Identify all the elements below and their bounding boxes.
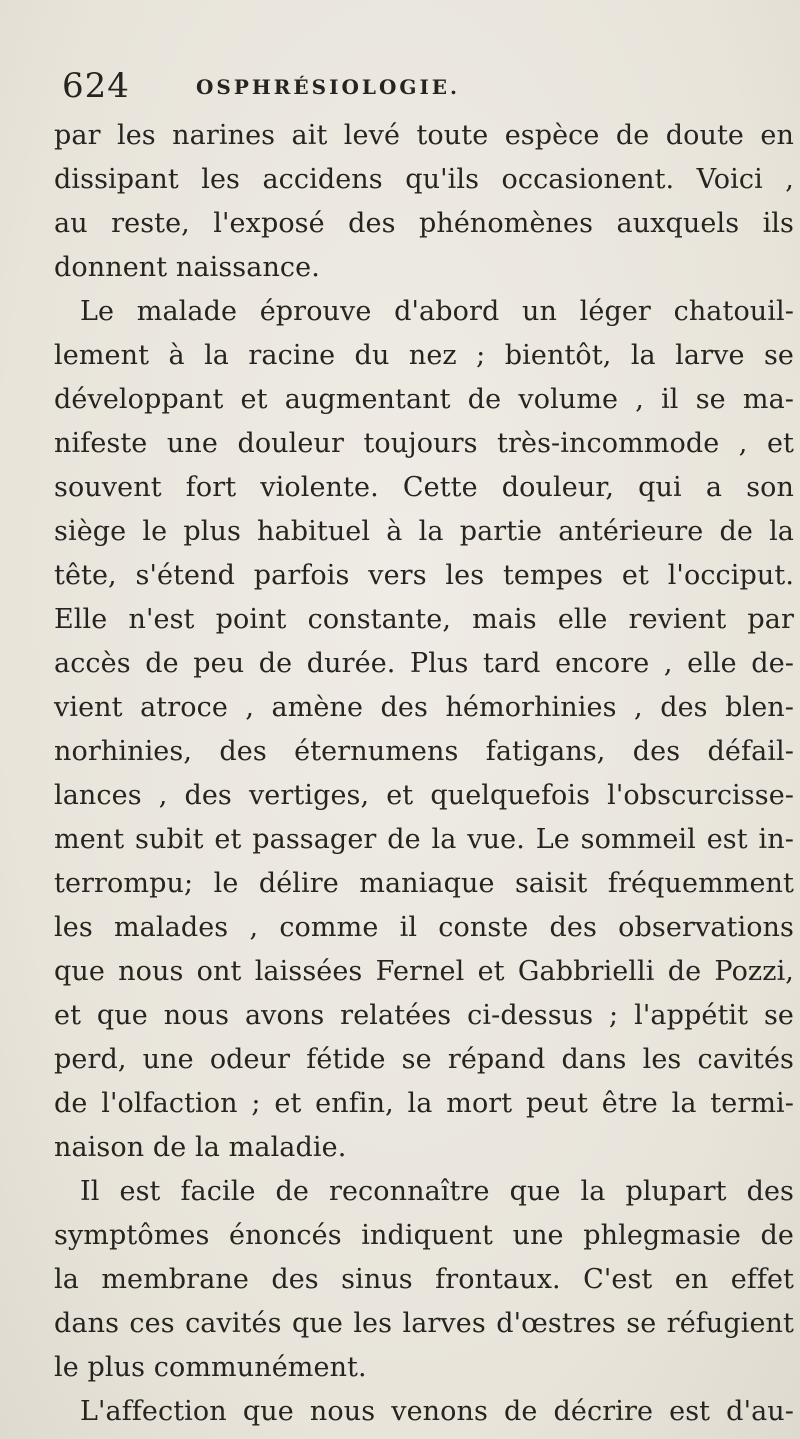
page-header bbox=[62, 66, 782, 112]
text-line: donnent naissance. bbox=[54, 252, 320, 283]
text-line: par les narines ait levé toute espèce de doute en bbox=[54, 120, 794, 151]
text-line: la membrane des sinus frontaux. C'est en effet bbox=[54, 1264, 794, 1295]
text-line: tête, s'étend parfois vers les tempes et l'occiput. bbox=[54, 560, 794, 591]
text-line: lement à la racine du nez ; bientôt, la larve se bbox=[54, 340, 794, 371]
text-line: L'affection que nous venons de décrire est d'au- bbox=[80, 1396, 794, 1427]
text-line: lances , des vertiges, et quelquefois l'obscurcisse- bbox=[54, 780, 794, 811]
text-line: siège le plus habituel à la partie antérieure de la bbox=[54, 516, 794, 547]
text-line: développant et augmentant de volume , il se ma- bbox=[54, 384, 794, 415]
text-line: naison de la maladie. bbox=[54, 1132, 347, 1163]
text-line: Il est facile de reconnaître que la plupart des bbox=[80, 1176, 794, 1207]
text-line: terrompu; le délire maniaque saisit fréquemment bbox=[54, 868, 794, 899]
text-line: Le malade éprouve d'abord un léger chatouil- bbox=[80, 296, 794, 327]
text-line: que nous ont laissées Fernel et Gabbrielli de Pozzi, bbox=[54, 956, 794, 987]
text-line: dans ces cavités que les larves d'œstres se réfugient bbox=[54, 1308, 794, 1339]
text-line: ment subit et passager de la vue. Le sommeil est in- bbox=[54, 824, 794, 855]
text-line: de l'olfaction ; et enfin, la mort peut être la termi- bbox=[54, 1088, 794, 1119]
text-line: norhinies, des éternumens fatigans, des défail- bbox=[54, 736, 794, 767]
text-line: et que nous avons relatées ci-dessus ; l'appétit se bbox=[54, 1000, 794, 1031]
text-line: vient atroce , amène des hémorhinies , des blen- bbox=[54, 692, 794, 723]
running-head: OSPHRÉSIOLOGIE. bbox=[196, 75, 461, 99]
text-line: perd, une odeur fétide se répand dans les cavités bbox=[54, 1044, 794, 1075]
text-line: symptômes énoncés indiquent une phlegmasie de bbox=[54, 1220, 794, 1251]
text-line: souvent fort violente. Cette douleur, qui a son bbox=[54, 472, 794, 503]
text-line: Elle n'est point constante, mais elle revient par bbox=[54, 604, 794, 635]
text-line: le plus communément. bbox=[54, 1352, 367, 1383]
text-line: au reste, l'exposé des phénomènes auxquels ils bbox=[54, 208, 794, 239]
text-line: nifeste une douleur toujours très-incommode , et bbox=[54, 428, 794, 459]
text-line: dissipant les accidens qu'ils occasionent. Voici , bbox=[54, 164, 794, 195]
body-text bbox=[54, 114, 794, 1434]
page-number: 624 bbox=[62, 66, 130, 106]
text-line: accès de peu de durée. Plus tard encore , elle de- bbox=[54, 648, 794, 679]
text-line: les malades , comme il conste des observations bbox=[54, 912, 794, 943]
